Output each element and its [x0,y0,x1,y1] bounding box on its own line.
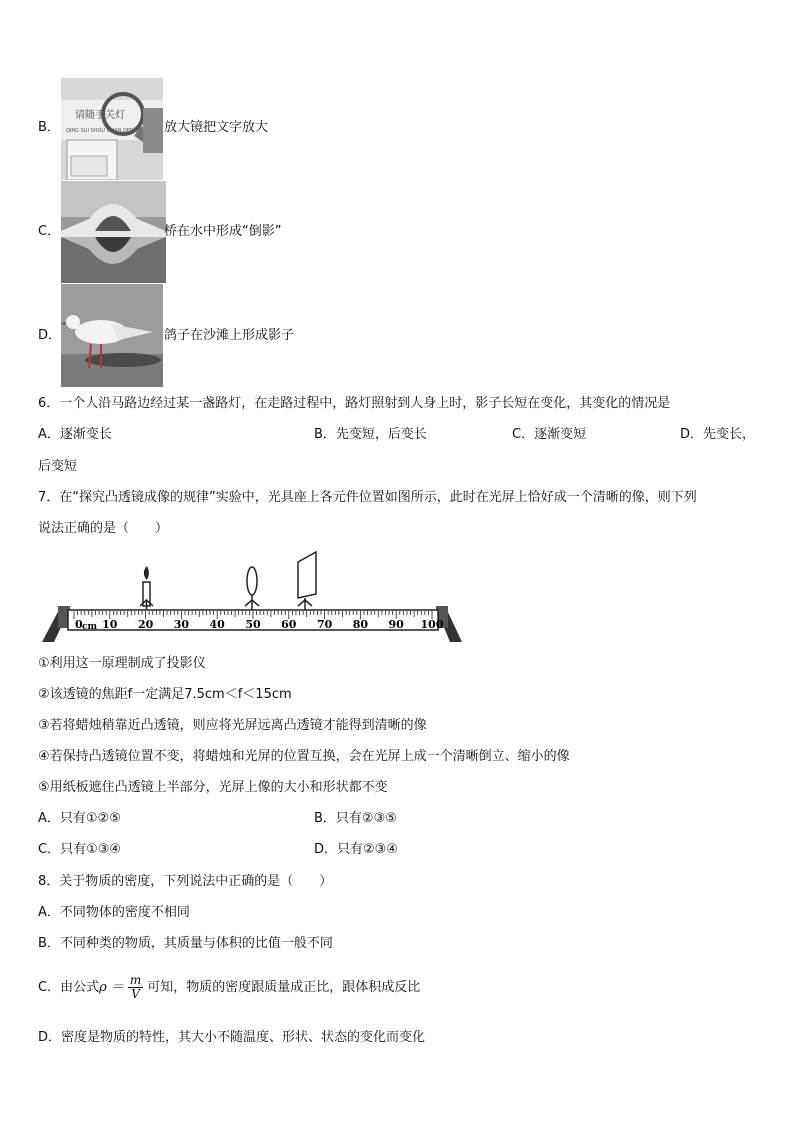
fraction-denominator: V [131,987,140,1001]
option-c-letter: C． [38,224,61,239]
sign-pinyin: QING SUI SHOU GUAN DENG [66,128,138,134]
option-b-letter: B． [38,120,60,135]
pigeon-photo [61,284,163,387]
sign-text: 请随手关灯 [75,110,125,121]
q6-stem: 6．一个人沿马路边经过某一盏路灯，在走路过程中，路灯照射到人身上时，影子长短在变化，其变化的情况是 [38,396,671,411]
option-c-caption: 桥在水中形成“倒影” [164,224,282,239]
ruler-label: 30 [173,618,190,631]
convex-lens [245,567,259,610]
ruler-label: 40 [209,618,225,631]
optical-bench-diagram [40,548,465,646]
q7-stem-line2: 说法正确的是（ ） [38,521,169,536]
ruler-label: 90 [388,618,404,631]
q8-stem: 8．关于物质的密度，下列说法中正确的是（ ） [38,874,333,889]
ruler-label: 10 [102,618,118,631]
fraction-numerator: m [129,973,142,987]
ruler-label: 80 [352,618,369,631]
q8-option-c-prefix: C．由公式 [38,980,100,995]
q6-option-b: B．先变短，后变长 [314,427,427,442]
q7-option-c: C．只有①③④ [38,842,122,857]
q8-option-d: D．密度是物质的特性，其大小不随温度、形状、状态的变化而变化 [38,1030,426,1045]
q7-option-d: D．只有②③④ [314,842,398,857]
q6-option-c: C．逐渐变短 [512,427,587,442]
q6-option-d-continued: 后变短 [38,459,78,474]
q6-option-d: D．先变长， [680,427,756,442]
q7-statement-1: ①利用这一原理制成了投影仪 [38,656,206,671]
option-d-letter: D． [38,328,62,343]
q7-statement-3: ③若将蜡烛稍靠近凸透镜，则应将光屏远离凸透镜才能得到清晰的像 [38,718,427,733]
ruler-unit: cm [82,622,98,632]
light-screen [298,552,316,610]
ruler-label: 0 [75,618,83,631]
q7-statement-4: ④若保持凸透镜位置不变，将蜡烛和光屏的位置互换，会在光屏上成一个清晰倒立、缩小的像 [38,749,570,764]
q8-option-c [38,974,420,1001]
ruler-label: 70 [316,618,333,631]
q8-option-a: A．不同物体的密度不相同 [38,905,190,920]
density-fraction [128,974,143,1001]
candle [140,566,153,610]
q7-statement-5: ⑤用纸板遮住凸透镜上半部分，光屏上像的大小和形状都不变 [38,780,388,795]
q7-statement-2: ②该透镜的焦距f一定满足7.5cm＜f＜15cm [38,687,292,702]
q7-option-a: A．只有①②⑤ [38,811,121,826]
rho-symbol: ρ ＝ [99,980,124,995]
q8-option-c-suffix: 可知，物质的密度跟质量成正比，跟体积成反比 [147,980,421,995]
option-b-caption: 放大镜把文字放大 [164,120,269,135]
ruler-label: 50 [245,618,261,631]
q7-stem-line1: 7．在“探究凸透镜成像的规律”实验中，光具座上各元件位置如图所示，此时在光屏上恰好成一个清晰的像，则下列 [38,490,697,505]
ruler-label: 20 [137,618,154,631]
q8-option-b: B．不同种类的物质，其质量与体积的比值一般不同 [38,936,333,951]
ruler-label: 100 [420,618,444,631]
q7-option-b: B．只有②③⑤ [314,811,397,826]
q6-option-a: A．逐渐变长 [38,427,112,442]
bridge-photo [61,181,166,283]
option-d-caption: 鸽子在沙滩上形成影子 [164,328,295,343]
magnifier-photo [61,78,163,180]
ruler-label: 60 [281,618,297,631]
